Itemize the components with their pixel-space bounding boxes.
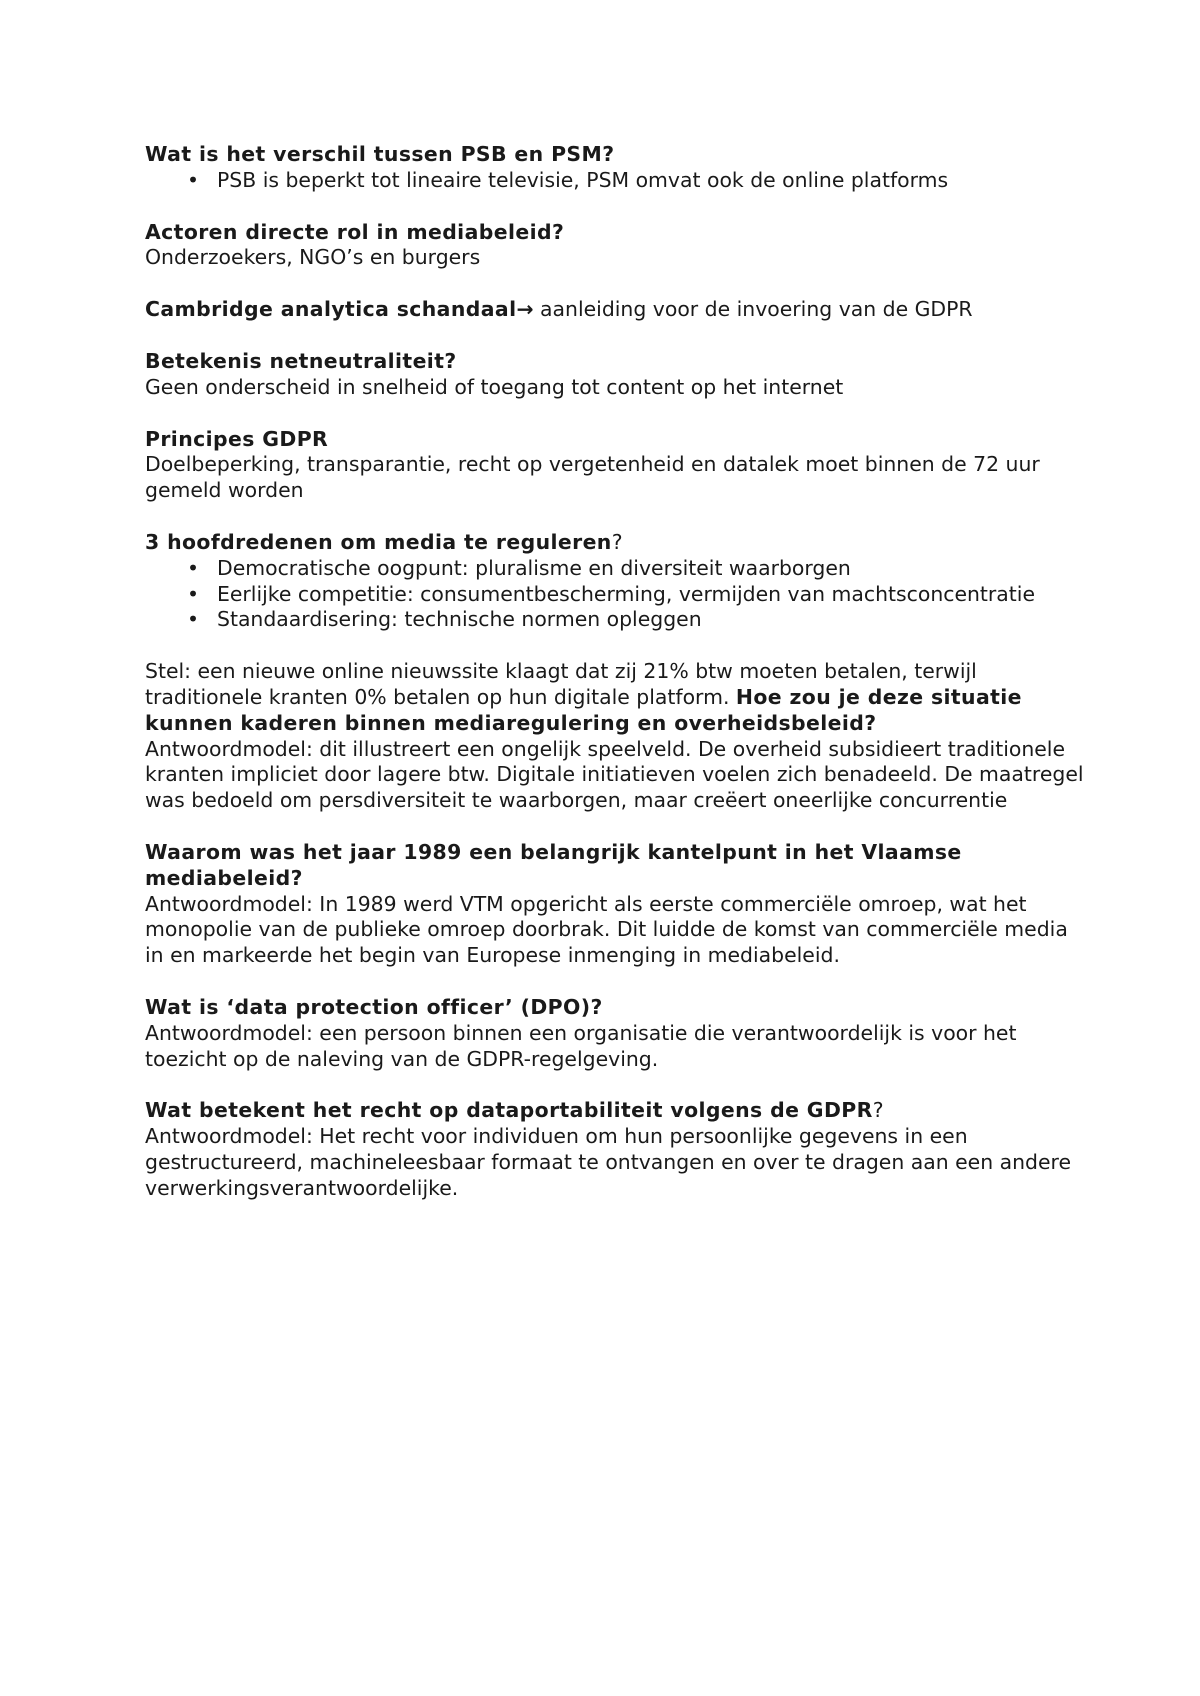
section-actoren — [145, 220, 1085, 272]
bullet-list — [145, 168, 1085, 194]
list-item — [145, 607, 1085, 633]
question-suffix: ? — [611, 529, 623, 554]
question-heading: Hoe zou je deze situatie kunnen kaderen binnen mediaregulering en overheidsbeleid? — [145, 684, 1022, 735]
question-heading: Wat is ‘data protection officer’ (DPO)? — [145, 994, 603, 1019]
document-page — [145, 142, 1085, 1228]
section-1989 — [145, 840, 1085, 969]
bullet-list — [145, 556, 1085, 633]
question-heading: Actoren directe rol in mediabeleid? — [145, 219, 565, 244]
section-psb-psm — [145, 142, 1085, 194]
list-item — [145, 582, 1085, 608]
bullet-icon: • — [187, 607, 200, 632]
list-item — [145, 168, 1085, 194]
question-heading: Wat is het verschil tussen PSB en PSM? — [145, 142, 615, 166]
answer-text: Geen onderscheid in snelheid of toegang tot content op het internet — [145, 374, 844, 399]
list-item — [145, 556, 1085, 582]
section-dataportabiliteit — [145, 1098, 1085, 1201]
answer-text: Antwoordmodel: In 1989 werd VTM opgericht als eerste commerciële omroep, wat het monopolie van de publieke omroep doorbrak. Dit luidde de komst van commerciële media in en markeerde het begin van Europese inmenging in mediabeleid. — [145, 891, 1068, 968]
question-heading: 3 hoofdredenen om media te reguleren — [145, 529, 612, 554]
answer-text: aanleiding voor de invoering van de GDPR — [533, 297, 973, 322]
section-dpo — [145, 995, 1085, 1072]
list-item-text: Standaardisering: technische normen opleggen — [217, 607, 702, 632]
question-heading: Cambridge analytica schandaal — [145, 297, 517, 322]
question-heading: Waarom was het jaar 1989 een belangrijk kantelpunt in het Vlaamse mediabeleid? — [145, 839, 962, 890]
answer-text: Doelbeperking, transparantie, recht op vergetenheid en datalek moet binnen de 72 uur gemeld worden — [145, 452, 1040, 503]
question-heading: Betekenis netneutraliteit? — [145, 348, 457, 373]
question-heading: Wat betekent het recht op dataportabiliteit volgens de GDPR — [145, 1098, 873, 1123]
question-suffix: ? — [872, 1098, 884, 1123]
bullet-icon: • — [187, 167, 200, 192]
bullet-icon: • — [187, 581, 200, 606]
list-item-text: PSB is beperkt tot lineaire televisie, PSM omvat ook de online platforms — [217, 167, 949, 192]
case-intro-text: Stel: een nieuwe online nieuwssite klaagt dat zij 21% btw moeten betalen, terwijl traditionele kranten 0% betalen op hun digitale platform. — [145, 659, 977, 709]
section-btw-casus — [145, 659, 1085, 814]
list-item-text: Democratische oogpunt: pluralisme en diversiteit waarborgen — [217, 555, 851, 580]
answer-text: Antwoordmodel: een persoon binnen een organisatie die verantwoordelijk is voor het toezicht op de naleving van de GDPR-regelgeving. — [145, 1020, 1017, 1071]
arrow-right-icon: → — [516, 297, 534, 322]
answer-text: Onderzoekers, NGO’s en burgers — [145, 245, 481, 270]
list-item-text: Eerlijke competitie: consumentbescherming, vermijden van machtsconcentratie — [217, 581, 1035, 606]
bullet-icon: • — [187, 555, 200, 580]
answer-text: Antwoordmodel: dit illustreert een ongelijk speelveld. De overheid subsidieert traditionele kranten impliciet door lagere btw. Digitale initiatieven voelen zich benadeeld. De maatregel was bedoeld om persdiversiteit te waarborgen, maar creëert oneerlijke concurrentie — [145, 736, 1084, 813]
section-cambridge-analytica — [145, 297, 1085, 323]
section-netneutraliteit — [145, 349, 1085, 401]
section-principes-gdpr — [145, 427, 1085, 504]
answer-text: Antwoordmodel: Het recht voor individuen om hun persoonlijke gegevens in een gestructureerd, machineleesbaar formaat te ontvangen en over te dragen aan een andere verwerkingsverantwoordelijke. — [145, 1124, 1072, 1200]
section-hoofdredenen — [145, 530, 1085, 633]
question-heading: Principes GDPR — [145, 426, 329, 451]
